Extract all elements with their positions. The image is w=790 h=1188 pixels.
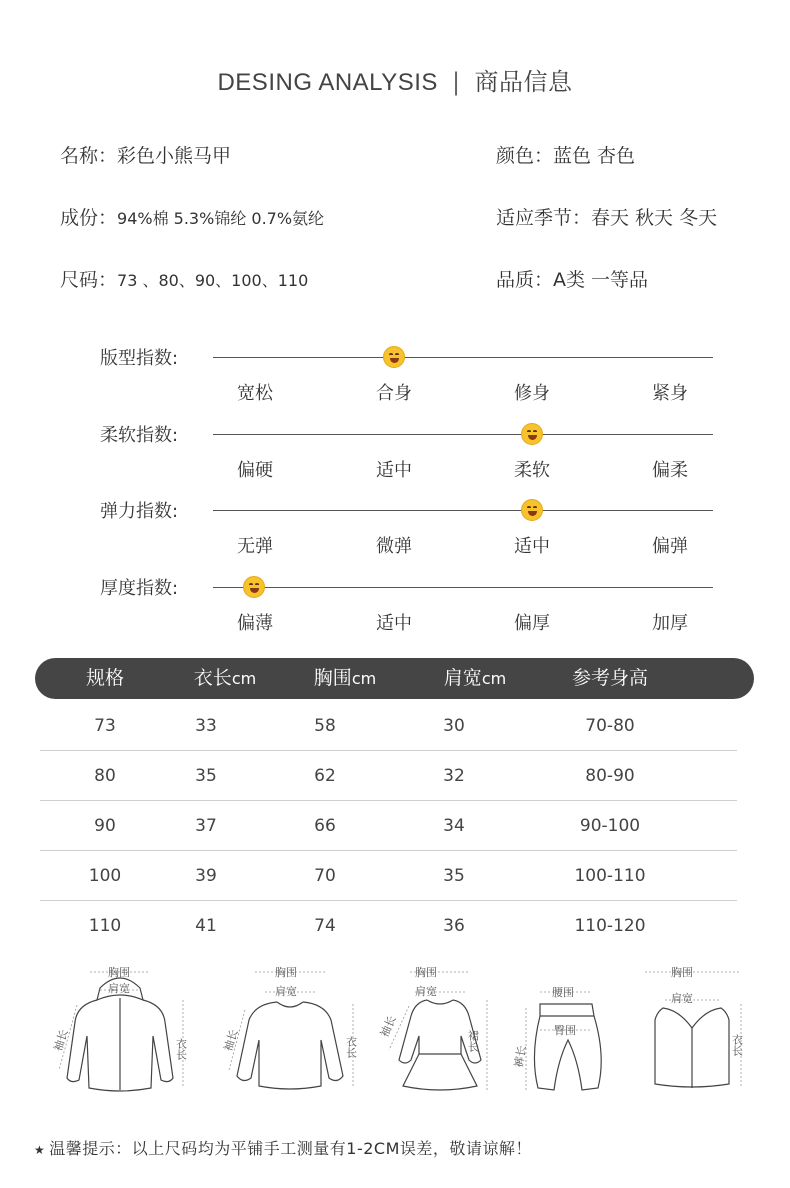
- star-icon: ★: [34, 1143, 46, 1157]
- pants-diagram: [510, 960, 620, 1100]
- table-cell: 110-120: [574, 916, 646, 936]
- table-cell: 62: [314, 766, 336, 786]
- dress-diagram: [375, 960, 505, 1100]
- jacket-label-length: 衣长: [174, 1038, 188, 1060]
- table-cell: 70: [314, 866, 336, 886]
- info-name: [60, 141, 231, 168]
- table-row: [40, 801, 737, 851]
- info-quality-value: A类 一等品: [553, 269, 649, 291]
- table-cell: 39: [195, 866, 217, 886]
- index-scale-line: [213, 357, 713, 358]
- table-cell: 110: [88, 916, 122, 936]
- info-season-value: 春天 秋天 冬天: [591, 207, 718, 229]
- jacket-label-chest: 胸围: [108, 966, 130, 979]
- table-row: [40, 851, 737, 901]
- index-option: 柔软: [514, 460, 550, 481]
- dress-label-shoulder: 肩宽: [415, 985, 437, 998]
- table-cell: 100: [88, 866, 122, 886]
- smiley-marker-icon: [383, 346, 405, 368]
- index-label: 版型指数:: [100, 348, 179, 369]
- index-option: 合身: [376, 383, 412, 404]
- vest-label-shoulder: 肩宽: [671, 992, 693, 1005]
- th-chest: 胸围cm: [313, 667, 377, 689]
- table-cell: 32: [443, 766, 465, 786]
- index-option: 偏弹: [652, 536, 688, 557]
- th-height: 参考身高: [571, 667, 648, 689]
- th-size: 规格: [85, 667, 124, 689]
- info-quality: [496, 265, 648, 292]
- table-cell: 30: [443, 716, 465, 736]
- pants-label-length: 裤长: [512, 1044, 529, 1069]
- header-separator: |: [451, 68, 461, 96]
- smiley-marker-icon: [521, 423, 543, 445]
- table-row: [40, 751, 737, 801]
- vest-label-chest: 胸围: [671, 966, 693, 979]
- vest-label-length: 衣长: [730, 1034, 744, 1056]
- info-color-value: 蓝色 杏色: [553, 145, 636, 167]
- size-table-header: [35, 658, 754, 699]
- table-cell: 73: [94, 716, 116, 736]
- info-color: [496, 141, 635, 168]
- sweater-label-sleeve: 袖长: [221, 1027, 241, 1053]
- table-cell: 100-110: [574, 866, 646, 886]
- info-quality-label: 品质：: [496, 269, 554, 291]
- sweater-label-chest: 胸围: [275, 966, 297, 979]
- info-composition: [60, 203, 324, 230]
- table-cell: 90-100: [579, 816, 641, 836]
- table-cell: 74: [314, 916, 336, 936]
- pants-label-hip: 臀围: [554, 1024, 576, 1037]
- index-label: 弹力指数:: [100, 501, 179, 522]
- index-option: 适中: [376, 460, 412, 481]
- index-label: 厚度指数:: [100, 578, 179, 599]
- table-cell: 35: [195, 766, 217, 786]
- th-shoulder: 肩宽cm: [443, 667, 507, 689]
- smiley-marker-icon: [521, 499, 543, 521]
- table-cell: 34: [443, 816, 465, 836]
- page-header: [0, 62, 790, 97]
- table-cell: 58: [314, 716, 336, 736]
- info-size-label: 尺码：: [60, 269, 118, 291]
- info-size-value: 73 、80、90、100、110: [117, 271, 309, 290]
- index-scale-line: [213, 587, 713, 588]
- info-composition-value: 94%棉 5.3%锦纶 0.7%氨纶: [117, 209, 325, 228]
- info-size: [60, 265, 308, 292]
- dress-label-chest: 胸围: [415, 966, 437, 979]
- vest-diagram: [635, 960, 755, 1100]
- index-option: 偏硬: [237, 460, 273, 481]
- table-cell: 80-90: [585, 766, 635, 786]
- index-scale-line: [213, 510, 713, 511]
- pants-label-waist: 腰围: [552, 986, 574, 999]
- info-name-value: 彩色小熊马甲: [117, 145, 232, 167]
- info-name-label: 名称：: [60, 145, 118, 167]
- index-scale-line: [213, 434, 713, 435]
- table-cell: 36: [443, 916, 465, 936]
- table-cell: 80: [94, 766, 116, 786]
- info-composition-label: 成份：: [60, 207, 118, 229]
- jacket-label-shoulder: 肩宽: [108, 982, 130, 995]
- index-option: 无弹: [237, 536, 273, 557]
- index-option: 偏厚: [514, 613, 550, 634]
- dress-label-sleeve: 袖长: [377, 1013, 399, 1040]
- index-option: 修身: [514, 383, 550, 404]
- index-option: 适中: [514, 536, 550, 557]
- footer-note: [34, 1136, 532, 1159]
- jacket-label-sleeve: 袖长: [51, 1027, 71, 1053]
- smiley-marker-icon: [243, 576, 265, 598]
- info-season-label: 适应季节：: [496, 207, 592, 229]
- index-option: 紧身: [652, 383, 688, 404]
- table-cell: 70-80: [585, 716, 635, 736]
- table-cell: 41: [195, 916, 217, 936]
- sweater-diagram: [215, 960, 365, 1100]
- info-season: [496, 203, 717, 230]
- index-option: 偏薄: [237, 613, 273, 634]
- table-cell: 35: [443, 866, 465, 886]
- sweater-label-shoulder: 肩宽: [275, 985, 297, 998]
- table-cell: 33: [195, 716, 217, 736]
- table-cell: 90: [94, 816, 116, 836]
- th-length: 衣长cm: [193, 667, 257, 689]
- table-row: [40, 901, 737, 951]
- table-row: [40, 701, 737, 751]
- header-en-title: DESING ANALYSIS: [217, 69, 438, 96]
- footer-text: 温馨提示：以上尺码均为平铺手工测量有1-2CM误差，敬请谅解！: [49, 1139, 532, 1158]
- header-cn-title: 商品信息: [474, 68, 573, 96]
- index-option: 适中: [376, 613, 412, 634]
- index-option: 宽松: [237, 383, 273, 404]
- info-color-label: 颜色：: [496, 145, 554, 167]
- index-option: 偏柔: [652, 460, 688, 481]
- dress-label-skirt: 裙长: [466, 1030, 480, 1052]
- table-cell: 66: [314, 816, 336, 836]
- index-option: 加厚: [652, 613, 688, 634]
- index-label: 柔软指数:: [100, 425, 179, 446]
- index-option: 微弹: [376, 536, 412, 557]
- sweater-label-length: 衣长: [344, 1036, 358, 1058]
- table-cell: 37: [195, 816, 217, 836]
- jacket-diagram: [45, 960, 195, 1100]
